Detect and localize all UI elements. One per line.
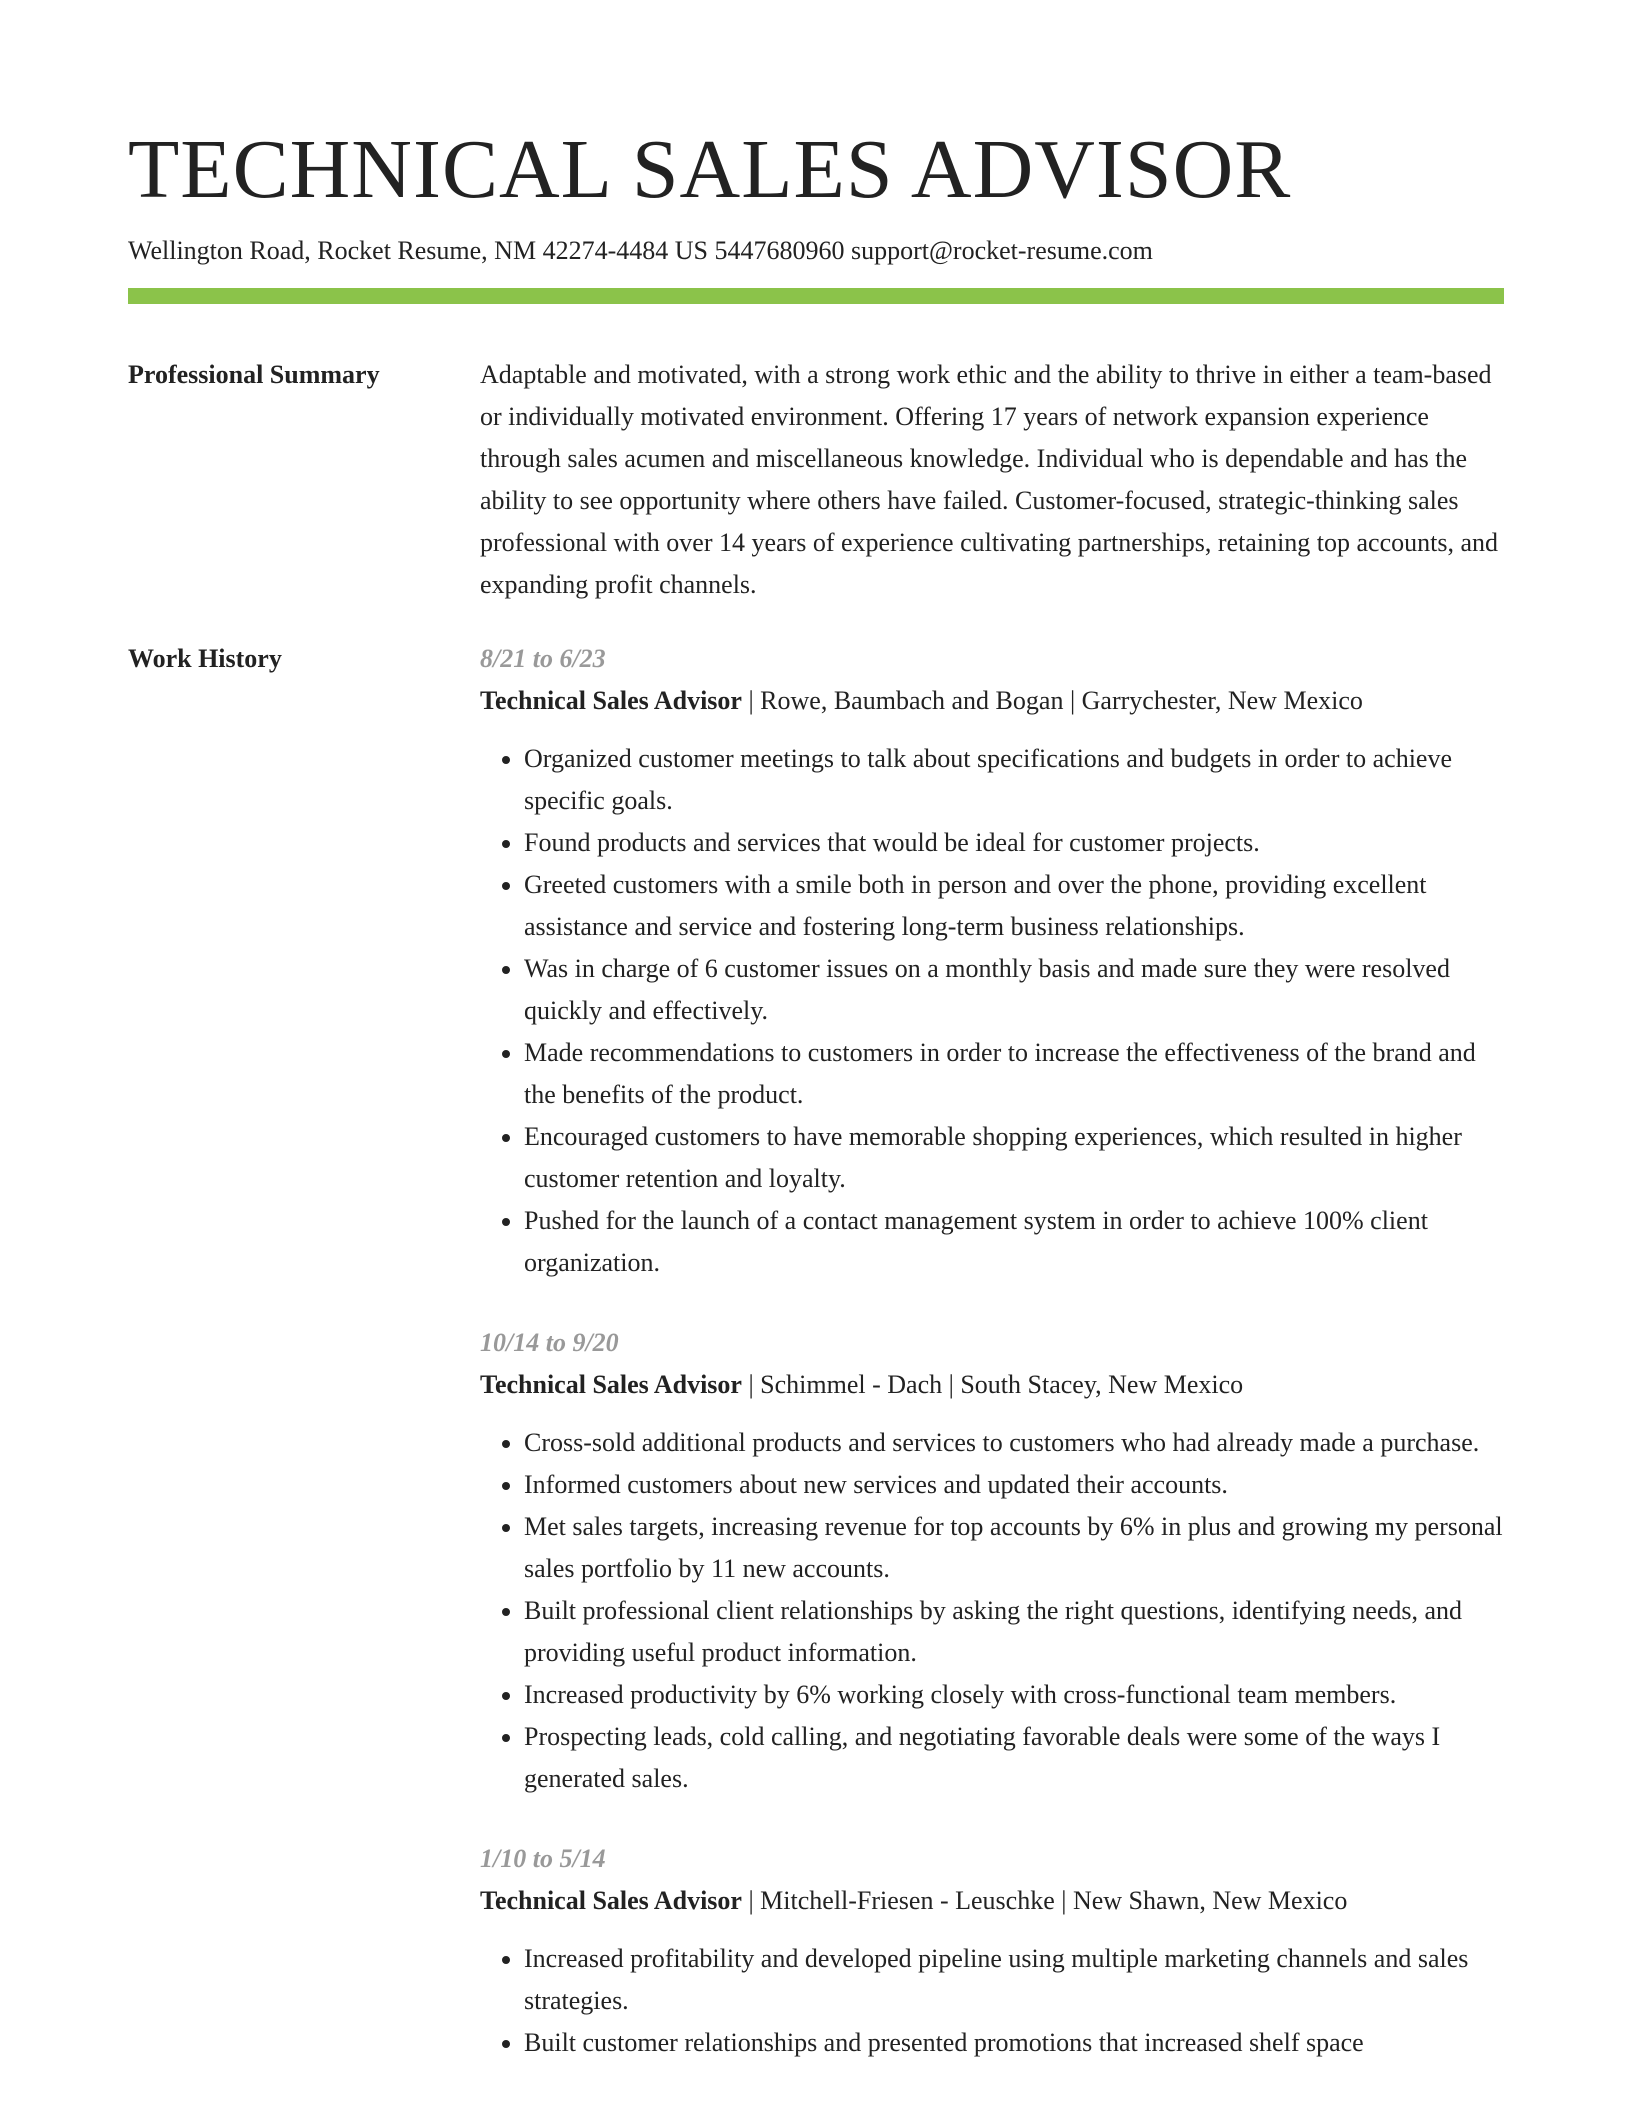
job-bullet: • Built customer relationships and presented promotions that increased shelf space [524,2022,1504,2064]
job-dates: 1/10 to 5/14 [480,1844,606,1873]
job-heading [480,1364,1504,1406]
job-role: Technical Sales Advisor [480,1370,742,1399]
job-bullets [480,738,1504,1284]
job-bullets [480,1938,1504,2064]
job-heading [480,680,1504,722]
job-role: Technical Sales Advisor [480,686,742,715]
job-details: | Schimmel - Dach | South Stacey, New Mexico [741,1370,1244,1399]
section-label-work-history: Work History [128,644,282,673]
job-entry [480,1322,1504,1800]
resume-page [128,118,1504,2102]
contact-line: Wellington Road, Rocket Resume, NM 42274-4484 US 5447680960 support@rocket-resume.com [128,236,1153,265]
job-entry [480,1838,1504,2064]
job-dates: 10/14 to 9/20 [480,1328,619,1357]
job-bullet: • Found products and services that would be ideal for customer projects. [524,822,1504,864]
job-bullet: • Pushed for the launch of a contact management system in order to achieve 100% client organization. [524,1200,1504,1284]
job-dates: 8/21 to 6/23 [480,644,606,673]
job-bullet: • Prospecting leads, cold calling, and negotiating favorable deals were some of the ways I generated sales. [524,1716,1504,1800]
job-bullet: • Increased productivity by 6% working closely with cross-functional team members. [524,1674,1504,1716]
header-divider [128,288,1504,304]
summary-text: Adaptable and motivated, with a strong work ethic and the ability to thrive in either a team-based or individually motivated environment. Offering 17 years of network expansion experience through sales acumen and miscellaneous knowledge. Individual who is dependable and has the ability to see opportunity where others have failed. Customer-focused, strategic-thinking sales professional with over 14 years of experience cultivating partnerships, retaining top accounts, and expanding profit channels. [480,360,1499,599]
section-label-summary: Professional Summary [128,360,380,389]
job-heading [480,1880,1504,1922]
work-history-section [128,638,1504,2102]
job-bullet: • Encouraged customers to have memorable shopping experiences, which resulted in higher customer retention and loyalty. [524,1116,1504,1200]
job-details: | Mitchell-Friesen - Leuschke | New Shawn, New Mexico [741,1886,1348,1915]
job-entry [480,638,1504,1284]
job-bullet: • Made recommendations to customers in order to increase the effectiveness of the brand and the benefits of the product. [524,1032,1504,1116]
job-bullets [480,1422,1504,1800]
job-bullet: • Greeted customers with a smile both in person and over the phone, providing excellent assistance and service and fostering long-term business relationships. [524,864,1504,948]
job-bullet: • Increased profitability and developed pipeline using multiple marketing channels and sales strategies. [524,1938,1504,2022]
job-role: Technical Sales Advisor [480,1886,742,1915]
job-bullet: • Built professional client relationships by asking the right questions, identifying needs, and providing useful product information. [524,1590,1504,1674]
resume-title: TECHNICAL SALES ADVISOR [128,123,1292,216]
professional-summary-section [128,354,1504,606]
job-bullet: • Met sales targets, increasing revenue for top accounts by 6% in plus and growing my personal sales portfolio by 11 new accounts. [524,1506,1504,1590]
job-bullet: • Was in charge of 6 customer issues on a monthly basis and made sure they were resolved quickly and effectively. [524,948,1504,1032]
job-bullet: • Cross-sold additional products and services to customers who had already made a purchase. [524,1422,1504,1464]
job-bullet: • Informed customers about new services and updated their accounts. [524,1464,1504,1506]
job-details: | Rowe, Baumbach and Bogan | Garrychester, New Mexico [741,686,1363,715]
job-bullet: • Organized customer meetings to talk about specifications and budgets in order to achieve specific goals. [524,738,1504,822]
work-history-list [480,638,1504,2102]
